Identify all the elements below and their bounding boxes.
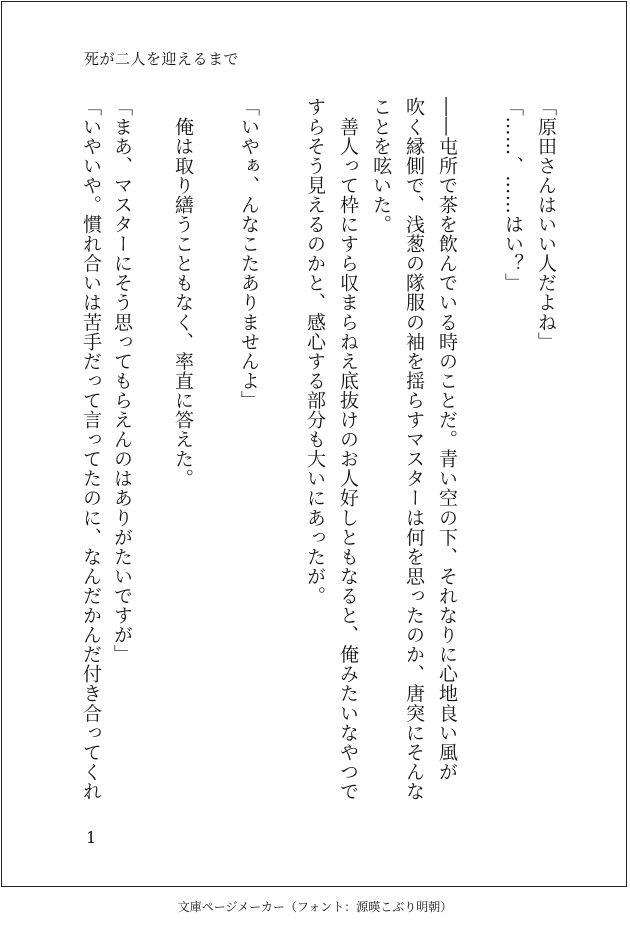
page-number: 1 [86, 828, 97, 847]
text-line: 「いやぁ、んなこたありませんよ」 [238, 97, 260, 410]
text-line: 「いやいや。慣れ合いは苦手だって言ってたのに、なんだかんだ付き合ってくれ [80, 97, 102, 801]
footer-credit: 文庫ページメーカー（フォント：源暎こぶり明朝） [177, 900, 453, 914]
text-line: すらそう見えるのかと、感心する部分も大いにあったが。 [304, 97, 326, 606]
book-page [1, 1, 627, 887]
text-line: ――屯所で茶を飲んでいる時のことだ。青い空の下、それなりに心地良い風が [436, 97, 458, 782]
text-line: 善人って枠にすら収まらねえ底抜けのお人好しともなると、俺みたいなやつで [337, 97, 359, 801]
text-line: 俺は取り繕うこともなく、率直に答えた。 [172, 97, 194, 488]
text-line: 「原田さんはいい人だよね」 [535, 97, 557, 352]
text-line: 吹く縁側で、浅葱の隊服の袖を揺らすマスターは何を思ったのか、唐突にそんな [403, 97, 425, 801]
text-line: ことを呟いた。 [370, 97, 392, 234]
text-line: 「……、……はい？」 [502, 97, 524, 293]
running-title: 死が二人を迎えるまで [84, 50, 240, 68]
text-line: 「まあ、マスターにそう思ってもらえんのはありがたいですが」 [111, 97, 133, 664]
